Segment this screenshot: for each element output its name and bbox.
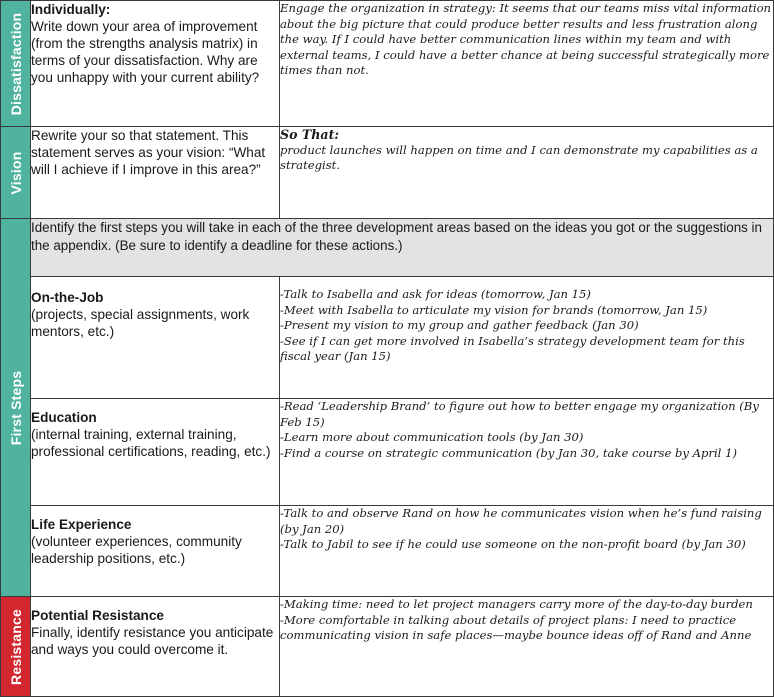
resistance-prompt-title: Potential Resistance [31,608,164,623]
on-the-job-row [1,277,774,399]
on-the-job-entry: -Meet with Isabella to articulate my vision for brands (tomorrow, Jan 15) [280,302,708,317]
resistance-prompt-text: Finally, identify resistance you anticipate and ways you could overcome it. [31,625,274,657]
on-the-job-title: On-the-Job [31,290,104,305]
education-prompt [31,399,280,506]
life-experience-entry: -Talk to Jabil to see if he could use someone on the non-profit board (by Jan 30) [280,537,746,552]
life-experience-entry: -Talk to and observe Rand on how he communicates vision when he’s fund raising (by Jan 20) [280,506,762,536]
vision-answer-field[interactable] [280,127,774,219]
life-experience-prompt [31,506,280,597]
dissatisfaction-prompt-title: Individually: [31,2,111,17]
vision-answer: product launches will happen on time and I can demonstrate my capabilities as a strategist. [280,142,758,173]
dissatisfaction-prompt-text: Write down your area of improvement (from the strengths analysis matrix) in terms of your dissatisfaction. Why are you unhappy with your current ability? [31,19,260,85]
vision-side-label [1,127,31,219]
on-the-job-entry: -Present my vision to my group and gather feedback (Jan 30) [280,318,639,333]
vision-row [1,127,774,219]
resistance-prompt [31,597,280,697]
on-the-job-prompt [31,277,280,399]
education-row [1,399,774,506]
resistance-label: Resistance [7,608,24,685]
dissatisfaction-row [1,1,774,127]
resistance-entry: -Making time: need to let project managers carry more of the day-to-day burden [280,597,753,611]
dissatisfaction-label: Dissatisfaction [7,12,24,115]
vision-prompt-text: Rewrite your so that statement. This statement serves as your vision: “What will I achieve if I improve in this area?” [31,128,266,177]
vision-label: Vision [7,151,24,194]
resistance-side-label [1,597,31,697]
vision-prompt [31,127,280,219]
education-answer-field[interactable] [280,399,774,506]
life-experience-answer-field[interactable] [280,506,774,597]
life-experience-row [1,506,774,597]
resistance-entry: -More comfortable in talking about details of project plans: I need to practice communicating vision in safe places—maybe bounce ideas off of Rand and Anne [280,612,752,643]
education-entry: -Find a course on strategic communication (by Jan 30, take course by April 1) [280,445,737,460]
first-steps-side-label [1,219,31,597]
first-steps-instruction-row [1,219,774,277]
first-steps-instruction [31,219,774,277]
resistance-answer-field[interactable] [280,597,774,697]
vision-answer-title: So That: [280,127,340,142]
life-experience-text: (volunteer experiences, community leadership positions, etc.) [31,534,242,566]
resistance-row [1,597,774,697]
life-experience-title: Life Experience [31,517,132,532]
dissatisfaction-answer: Engage the organization in strategy: It seems that our teams miss vital information about the big picture that could produce better results and less frustration along the way. If I could have better communication lines within my team and with external teams, I could have a better chance at being successful strategically more times than not. [280,1,772,78]
on-the-job-text: (projects, special assignments, work mentors, etc.) [31,307,250,339]
first-steps-instruction-text: Identify the first steps you will take in each of the three development areas based on the ideas you got or the suggestions in the appendix. (Be sure to identify a deadline for these actions.) [31,220,762,253]
dissatisfaction-prompt [31,1,280,127]
dissatisfaction-answer-field[interactable] [280,1,774,127]
on-the-job-entry: -Talk to Isabella and ask for ideas (tomorrow, Jan 15) [280,287,591,301]
education-text: (internal training, external training, professional certifications, reading, etc.) [31,427,271,459]
dissatisfaction-side-label [1,1,31,127]
education-entry: -Read ‘Leadership Brand’ to figure out how to better engage my organization (By Feb 15) [280,399,759,429]
first-steps-label: First Steps [7,370,24,445]
on-the-job-answer-field[interactable] [280,277,774,399]
education-title: Education [31,410,97,425]
on-the-job-entry: -See if I can get more involved in Isabella’s strategy development team for this fiscal year (Jan 15) [280,333,745,364]
education-entry: -Learn more about communication tools (by Jan 30) [280,430,584,445]
